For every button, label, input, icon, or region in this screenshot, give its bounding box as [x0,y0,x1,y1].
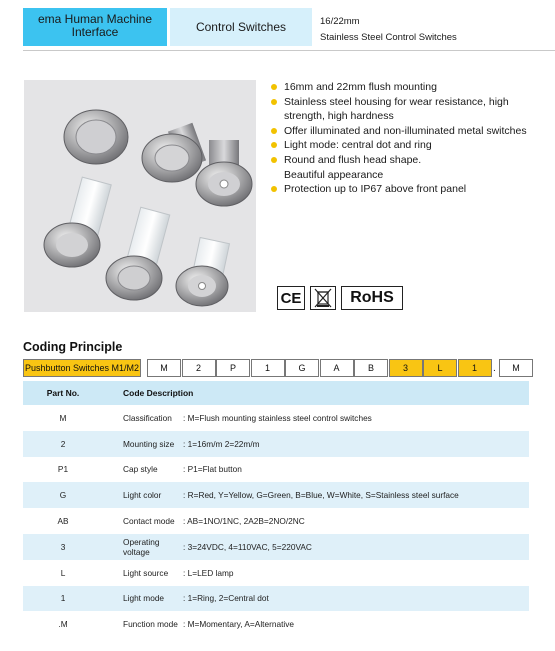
bullet-dot-icon [271,99,277,105]
feature-text: Beautiful appearance [284,168,384,181]
header-part-no: Part No. [23,381,103,405]
field-name-cell: Function mode [123,619,178,630]
field-desc-cell: : 1=16m/m 2=22m/m [183,431,529,457]
field-desc-cell: : M=Flush mounting stainless steel control switches [183,412,372,423]
code-segment: B [354,359,388,377]
header-info [320,14,457,46]
part-no-cell: 3 [23,534,103,560]
feature-text: Round and flush head shape. [284,153,422,166]
part-no-cell: .M [58,619,68,630]
ce-mark-icon [277,286,305,310]
code-segment: 2 [182,359,216,377]
field-desc-cell: : AB=1NO/1NC, 2A2B=2NO/2NC [183,516,305,527]
field-name-cell: Mounting size [103,431,183,457]
brand-label: ema Human Machine Interface [37,12,153,39]
field-desc-cell: : 1=Ring, 2=Central dot [183,586,529,612]
bullet-dot-icon [271,84,277,90]
rohs-mark-text: RoHS [350,289,394,306]
feature-item [270,182,550,197]
part-no-cell: AB [57,516,69,527]
field-name-cell: Operating voltage [103,534,183,560]
ce-mark-text: CE [280,289,302,307]
feature-text: Protection up to IP67 above front panel [284,183,467,196]
code-dot: . [493,363,496,374]
section-box [170,8,312,46]
field-desc-cell: : P1=Flat button [183,464,242,475]
weee-bin-icon [310,286,336,310]
feature-text: Stainless steel housing for wear resistance, high strength, high hardness [284,95,509,123]
table-row [23,611,529,637]
feature-item [270,95,550,124]
header-code-description: Code Description [103,381,529,405]
table-row [23,405,529,431]
part-no-cell: 2 [23,431,103,457]
code-segment: 1 [251,359,285,377]
coding-title: Coding Principle [23,340,123,354]
feature-list [270,80,550,197]
field-desc-cell: : L=LED lamp [183,567,234,578]
field-name-cell: Cap style [123,464,158,475]
code-table [23,381,529,637]
table-row [23,508,529,534]
rohs-mark-icon [341,286,403,310]
brand-box [23,8,167,46]
table-row [23,534,529,560]
part-no-cell: L [60,567,66,578]
feature-item [270,153,550,168]
size-label: 16/22mm [320,16,360,27]
code-segment: G [285,359,319,377]
table-row [23,586,529,612]
feature-item [270,168,550,183]
part-no-cell: 1 [23,586,103,612]
section-label: Control Switches [195,20,287,34]
bullet-dot-icon [271,128,277,134]
feature-item [270,80,550,95]
field-desc-cell: : M=Momentary, A=Alternative [183,619,294,630]
cert-marks [277,286,403,310]
code-segment: 3 [389,359,423,377]
bullet-dot-icon [271,186,277,192]
feature-item [270,138,550,153]
code-segment: A [320,359,354,377]
product-photo [24,80,256,312]
code-suffix: M [499,359,533,377]
code-segment: L [423,359,457,377]
code-segment: P [216,359,250,377]
code-segment: M [147,359,181,377]
bullet-dot-icon [271,142,277,148]
field-name-cell: Contact mode [123,516,175,527]
field-name-cell: Light color [103,482,183,508]
feature-text: 16mm and 22mm flush mounting [284,81,437,93]
feature-text: Light mode: central dot and ring [284,139,432,152]
table-header-row [23,381,529,405]
table-row [23,431,529,457]
part-no-cell: M [59,412,67,423]
coding-label: Pushbutton Switches M1/M2 [23,359,141,377]
part-no-cell: P1 [57,464,69,475]
code-segment: 1 [458,359,492,377]
field-name-cell: Light mode [103,586,183,612]
part-no-cell: G [23,482,103,508]
table-row [23,560,529,586]
coding-row [23,359,543,378]
table-row [23,457,529,483]
field-desc-cell: : R=Red, Y=Yellow, G=Green, B=Blue, W=White, S=Stainless steel surface [183,482,529,508]
field-name-cell: Classification [123,412,172,423]
table-row [23,482,529,508]
crossed-bin-icon [314,288,332,308]
subtitle-label: Stainless Steel Control Switches [320,32,457,43]
field-desc-cell: : 3=24VDC, 4=110VAC, 5=220VAC [183,534,529,560]
field-name-cell: Light source [123,567,169,578]
feature-text: Offer illuminated and non-illuminated metal switches [284,124,527,137]
bullet-dot-icon [271,157,277,163]
feature-item [270,124,550,139]
switch-photo-icon [24,80,256,312]
header-divider [23,50,555,51]
